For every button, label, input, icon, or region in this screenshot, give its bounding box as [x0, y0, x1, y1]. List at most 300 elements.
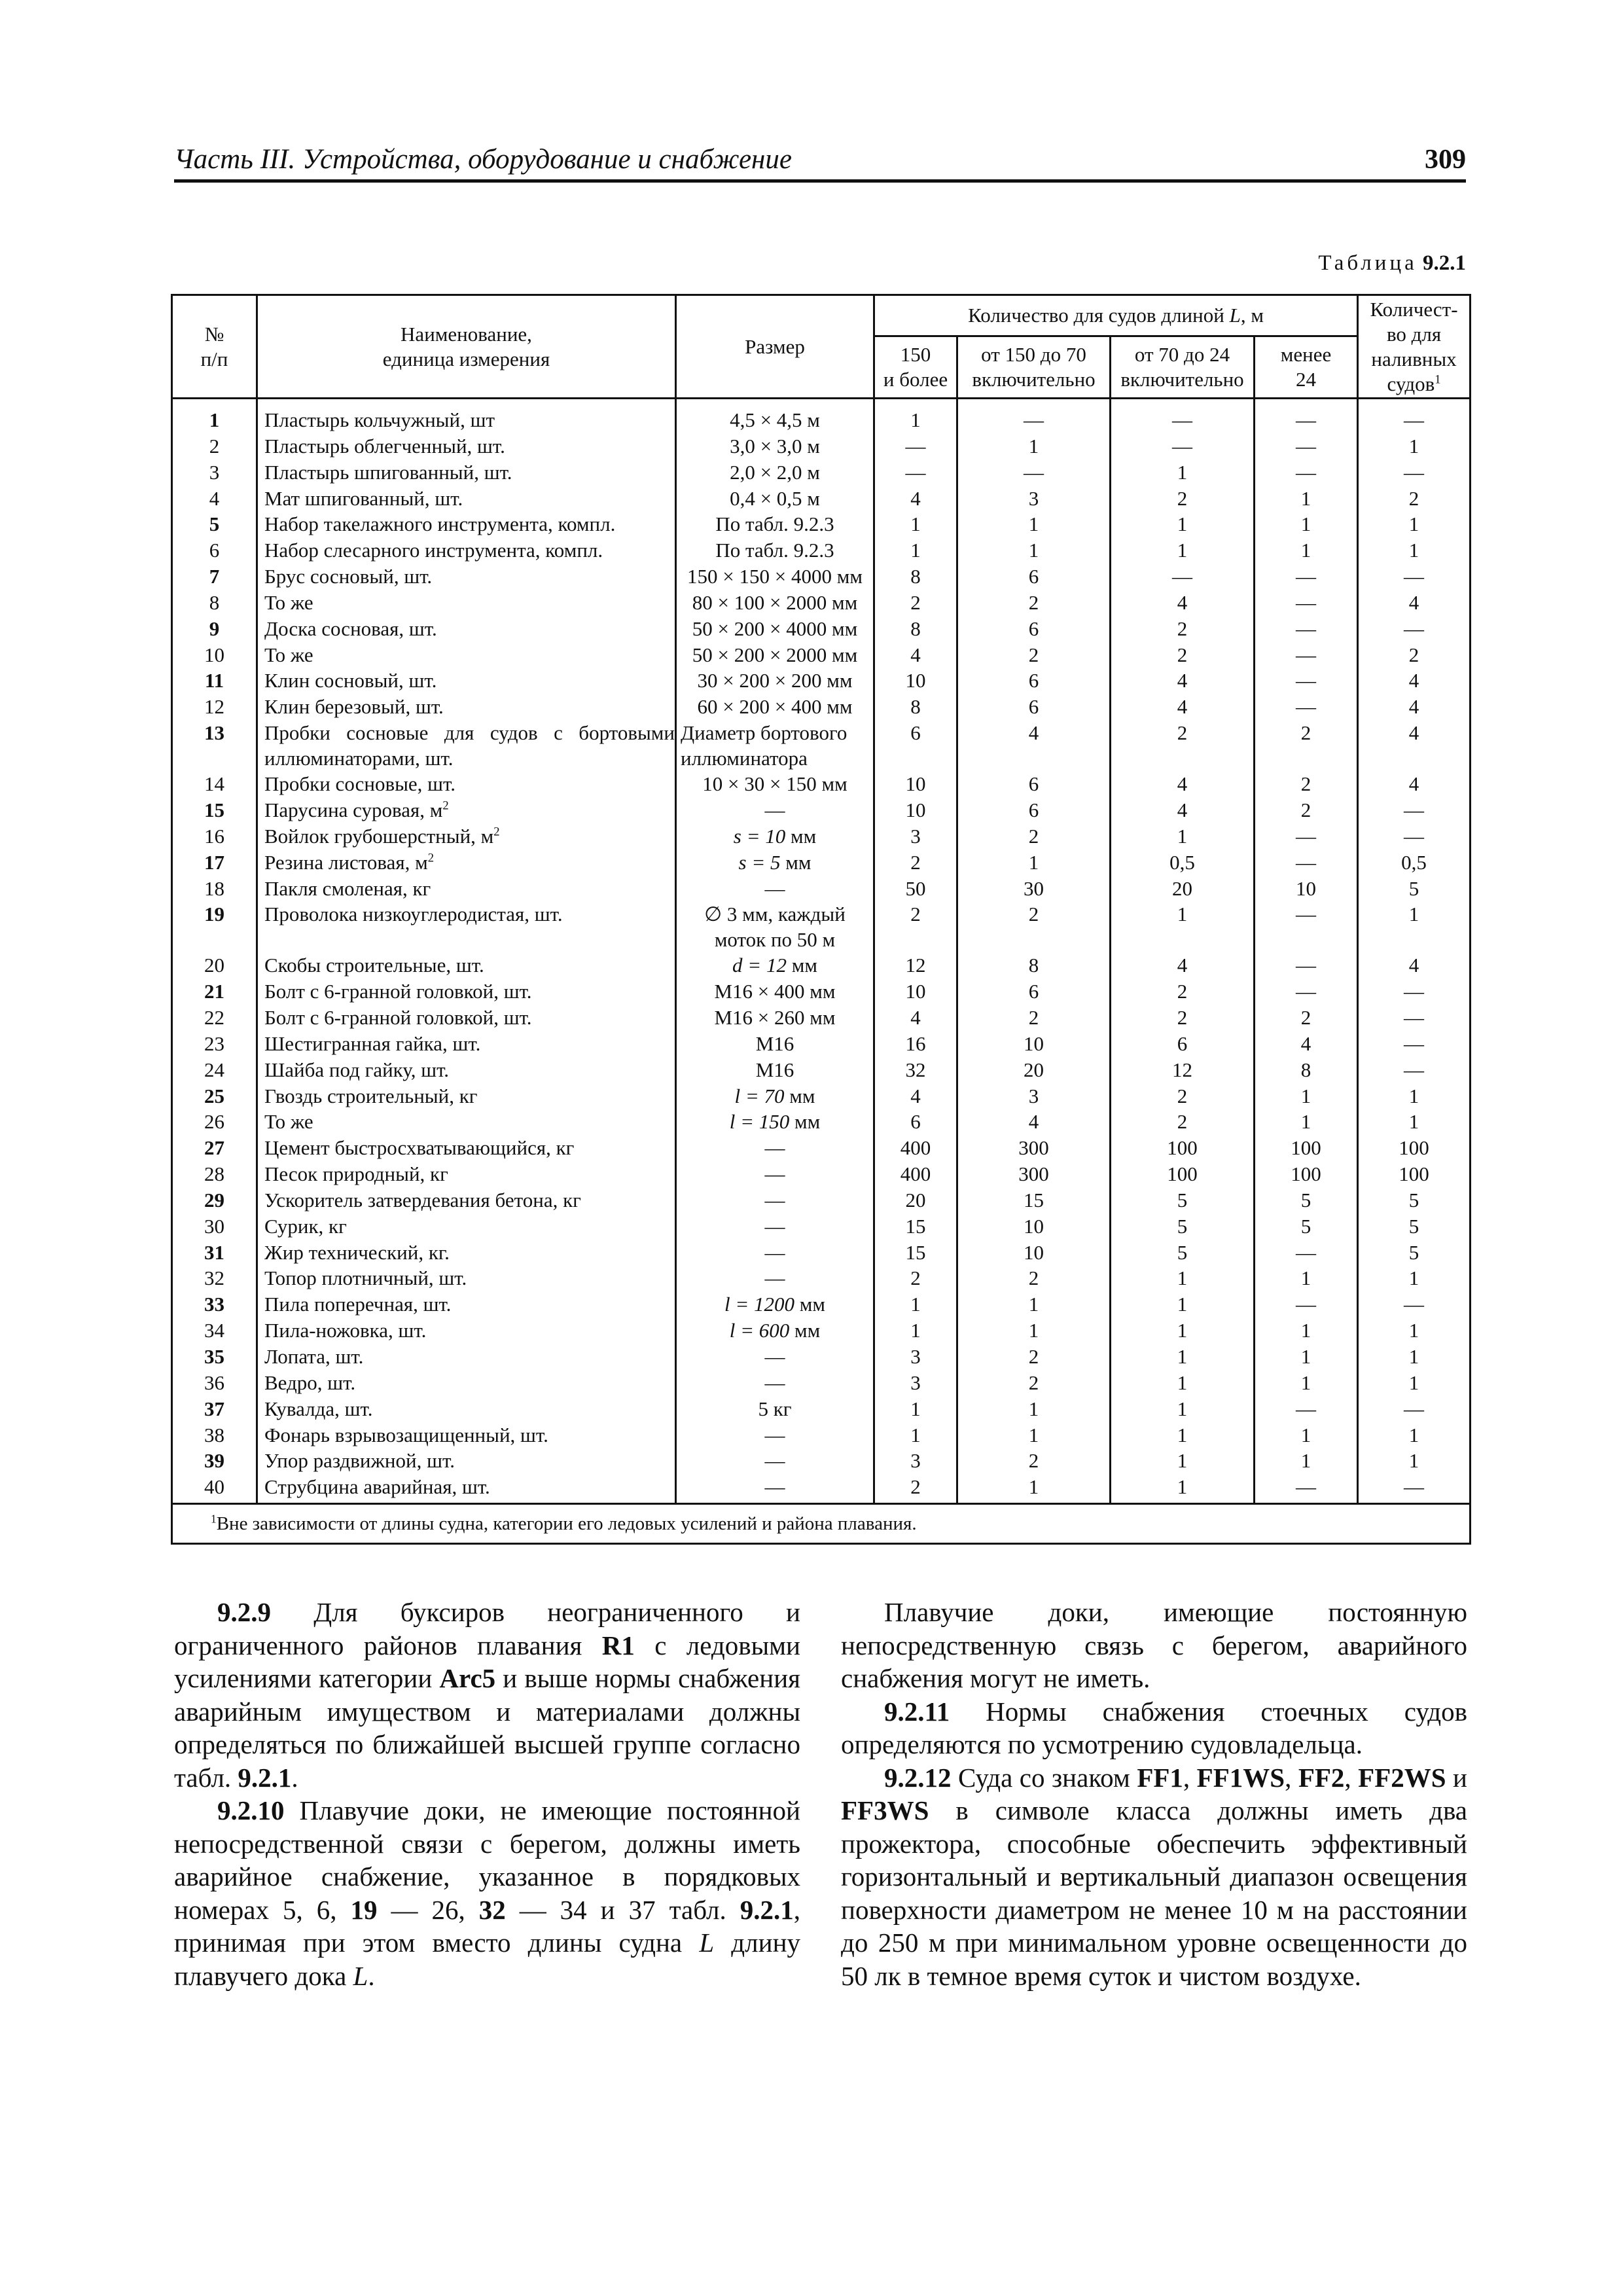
table-row — [172, 1422, 1471, 1448]
cell-qty-4: — — [1255, 978, 1358, 1005]
cell-name-text: Набор слесарного инструмента, компл. — [264, 539, 603, 562]
cell-no: 16 — [172, 823, 257, 850]
cell-qty-1: — — [874, 433, 957, 459]
cell-qty-4: — — [1255, 616, 1358, 642]
cell-qty-1: 10 — [874, 668, 957, 694]
cell-qty-4: 1 — [1255, 1318, 1358, 1344]
cell-qty-2: 6 — [957, 978, 1111, 1005]
cell-name — [257, 1057, 676, 1083]
cell-name-text: Доска сосновая, шт. — [264, 617, 437, 640]
cell-size-value: s = 5 — [738, 850, 781, 874]
cell-qty-1: 1 — [874, 537, 957, 564]
cell-qty-1: 400 — [874, 1161, 957, 1187]
cell-name-text: Проволока низкоуглеродистая, шт. — [264, 903, 563, 926]
cell-qty-5: 4 — [1358, 668, 1471, 694]
cell-size-unit: мм — [789, 1110, 821, 1134]
cell-name-text: Пила-ножовка, шт. — [264, 1319, 427, 1342]
cell-size: Диаметр бортового иллюминатора — [676, 720, 874, 771]
cell-no: 39 — [172, 1448, 257, 1474]
text-run: Нормы снабжения стоечных судов определяются по усмотрению судовладельца. — [841, 1696, 1467, 1759]
cell-no: 15 — [172, 797, 257, 823]
cell-qty-2: 2 — [957, 642, 1111, 668]
cell-qty-2: 2 — [957, 901, 1111, 952]
cell-qty-5: 2 — [1358, 486, 1471, 512]
cell-no: 6 — [172, 537, 257, 564]
cell-qty-2: 2 — [957, 823, 1111, 850]
cell-qty-3: 1 — [1111, 1422, 1255, 1448]
cell-size — [676, 1109, 874, 1135]
cell-name — [257, 797, 676, 823]
cell-size: 3,0 × 3,0 м — [676, 433, 874, 459]
cell-size — [676, 850, 874, 876]
cell-name-text: Клин сосновый, шт. — [264, 669, 437, 692]
table-row — [172, 537, 1471, 564]
cell-qty-3: 100 — [1111, 1161, 1255, 1187]
col-header-size: Размер — [676, 295, 874, 399]
cell-qty-3: 1 — [1111, 1370, 1255, 1396]
table-row — [172, 590, 1471, 616]
cell-qty-3: 1 — [1111, 1474, 1255, 1503]
table-caption-word: Таблица — [1318, 251, 1418, 275]
table-row — [172, 1448, 1471, 1474]
cell-qty-2: 2 — [957, 1344, 1111, 1370]
clause-number: 9.2.10 — [217, 1795, 285, 1825]
cell-name — [257, 1422, 676, 1448]
cell-name-text: Пластырь облегченный, шт. — [264, 434, 505, 457]
cell-qty-5: — — [1358, 978, 1471, 1005]
text-run: — 34 и 37 табл. — [505, 1894, 740, 1925]
cell-qty-1: 1 — [874, 1396, 957, 1422]
cell-size-unit: мм — [786, 954, 817, 977]
cell-size: 150 × 150 × 4000 мм — [676, 564, 874, 590]
cell-no: 13 — [172, 720, 257, 771]
cell-qty-4: 4 — [1255, 1031, 1358, 1057]
cell-qty-3: 1 — [1111, 823, 1255, 850]
cell-qty-1: 1 — [874, 511, 957, 537]
cell-no: 14 — [172, 771, 257, 797]
cell-qty-1: 20 — [874, 1187, 957, 1213]
cell-no: 26 — [172, 1109, 257, 1135]
cell-no: 1 — [172, 399, 257, 433]
cell-name-text: Набор такелажного инструмента, компл. — [264, 512, 616, 536]
cell-name — [257, 1318, 676, 1344]
cell-qty-1: — — [874, 459, 957, 486]
cell-qty-5: 1 — [1358, 1344, 1471, 1370]
cell-size-unit: мм — [789, 1319, 821, 1342]
cell-qty-4: 1 — [1255, 1265, 1358, 1291]
cell-qty-2: 3 — [957, 1083, 1111, 1109]
text-run: Плавучие доки, не имеющие постоянной непосредственной связи с берегом, должны иметь аварийное снабжение, указанное в порядковых номерах 5, 6, — [174, 1795, 800, 1925]
cell-qty-5: 4 — [1358, 720, 1471, 771]
cell-qty-3: 2 — [1111, 1005, 1255, 1031]
cell-name — [257, 1031, 676, 1057]
cell-size: — — [676, 1135, 874, 1161]
cell-size: По табл. 9.2.3 — [676, 537, 874, 564]
cell-size: M16 × 260 мм — [676, 1005, 874, 1031]
cell-no: 27 — [172, 1135, 257, 1161]
cell-qty-3: 1 — [1111, 1344, 1255, 1370]
cell-size: — — [676, 1344, 874, 1370]
cell-no: 10 — [172, 642, 257, 668]
cell-qty-2: 1 — [957, 433, 1111, 459]
cell-qty-4: 1 — [1255, 1109, 1358, 1135]
cell-qty-2: 10 — [957, 1213, 1111, 1240]
cell-qty-3: 1 — [1111, 511, 1255, 537]
cell-name-text: Лопата, шт. — [264, 1345, 364, 1368]
table-row — [172, 1318, 1471, 1344]
cell-qty-2: 4 — [957, 1109, 1111, 1135]
cell-qty-4: — — [1255, 952, 1358, 978]
cell-no: 23 — [172, 1031, 257, 1057]
cell-qty-1: 4 — [874, 486, 957, 512]
cell-qty-3: 1 — [1111, 1291, 1255, 1318]
table-row — [172, 1005, 1471, 1031]
cell-name-text: Болт с 6-гранной головкой, шт. — [264, 980, 532, 1003]
cell-qty-4: — — [1255, 1396, 1358, 1422]
cell-qty-1: 4 — [874, 1083, 957, 1109]
table-row — [172, 1344, 1471, 1370]
cell-size: — — [676, 876, 874, 902]
table-row — [172, 1370, 1471, 1396]
cell-qty-2: 300 — [957, 1161, 1111, 1187]
cell-qty-1: 8 — [874, 564, 957, 590]
cell-size-unit: мм — [794, 1293, 826, 1316]
text-run: , — [1183, 1762, 1197, 1793]
cell-qty-1: 2 — [874, 901, 957, 952]
cell-qty-4: — — [1255, 1291, 1358, 1318]
cell-no: 35 — [172, 1344, 257, 1370]
cell-size — [676, 952, 874, 978]
cell-qty-2: 300 — [957, 1135, 1111, 1161]
cell-qty-2: 2 — [957, 590, 1111, 616]
cell-qty-2: 1 — [957, 511, 1111, 537]
table-row — [172, 850, 1471, 876]
cell-qty-3: 1 — [1111, 537, 1255, 564]
col-header-tankers-label: Количест- во для наливных судов — [1370, 297, 1458, 395]
cell-qty-4: 1 — [1255, 1422, 1358, 1448]
text-run: , — [1344, 1762, 1359, 1793]
cell-qty-4: 1 — [1255, 537, 1358, 564]
cell-qty-3: 5 — [1111, 1187, 1255, 1213]
col-header-no: № п/п — [172, 295, 257, 399]
table-row — [172, 399, 1471, 433]
clause-number: 9.2.12 — [884, 1762, 952, 1793]
cell-name — [257, 771, 676, 797]
cell-qty-3: 20 — [1111, 876, 1255, 902]
paragraph-9-2-9 — [174, 1596, 800, 1794]
cell-size: 0,4 × 0,5 м — [676, 486, 874, 512]
cell-qty-1: 32 — [874, 1057, 957, 1083]
col-header-under-24: менее 24 — [1255, 336, 1358, 399]
cell-qty-5: — — [1358, 1031, 1471, 1057]
text-run: и выше нормы снабжения аварийным имуществом и материалами должны определяться по ближайшей высшей группе согласно табл. — [174, 1663, 800, 1793]
cell-name-text: Пластырь шпигованный, шт. — [264, 460, 512, 484]
cell-qty-2: 1 — [957, 1396, 1111, 1422]
cell-name — [257, 433, 676, 459]
cell-qty-4: — — [1255, 459, 1358, 486]
cell-no: 36 — [172, 1370, 257, 1396]
cell-size: — — [676, 797, 874, 823]
cell-qty-4: — — [1255, 1240, 1358, 1266]
cell-qty-5: — — [1358, 399, 1471, 433]
cell-name — [257, 901, 676, 952]
table-row — [172, 1187, 1471, 1213]
paragraph-floating-docks: Плавучие доки, имеющие постоянную непосредственную связь с берегом, аварийного снабжения могут не иметь. — [841, 1597, 1467, 1693]
cell-size-value: l = 70 — [734, 1084, 785, 1107]
cell-name-text: Ведро, шт. — [264, 1371, 356, 1394]
cell-qty-5: — — [1358, 1474, 1471, 1503]
table-row — [172, 876, 1471, 902]
cell-size: 10 × 30 × 150 мм — [676, 771, 874, 797]
cell-no: 40 — [172, 1474, 257, 1503]
cell-size-value: l = 150 — [729, 1110, 790, 1134]
cell-name-text: Гвоздь строительный, кг — [264, 1084, 478, 1107]
table-row — [172, 694, 1471, 720]
cell-name — [257, 978, 676, 1005]
cell-qty-1: 2 — [874, 1474, 957, 1503]
paragraph-9-2-11 — [841, 1695, 1467, 1761]
cell-qty-2: 6 — [957, 616, 1111, 642]
cell-qty-3: 2 — [1111, 1083, 1255, 1109]
cell-qty-1: 3 — [874, 1344, 957, 1370]
cell-qty-3: 2 — [1111, 720, 1255, 771]
cell-qty-3: 1 — [1111, 1318, 1255, 1344]
cell-no: 19 — [172, 901, 257, 952]
cell-name-text: Цемент быстросхватывающийся, кг — [264, 1136, 575, 1160]
cell-qty-1: 4 — [874, 1005, 957, 1031]
cell-name-text: Фонарь взрывозащищенный, шт. — [264, 1423, 548, 1446]
cell-qty-2: 1 — [957, 537, 1111, 564]
cell-name-text: Войлок грубошерстный, м — [264, 824, 494, 848]
cell-qty-4: 1 — [1255, 1344, 1358, 1370]
cell-qty-4: — — [1255, 564, 1358, 590]
cell-name — [257, 1187, 676, 1213]
clause-number: 9.2.11 — [884, 1696, 950, 1727]
cell-qty-5: 1 — [1358, 1109, 1471, 1135]
cell-name — [257, 1344, 676, 1370]
cell-name-text: Резина листовая, м — [264, 850, 428, 874]
cell-qty-2: 2 — [957, 1265, 1111, 1291]
cell-no: 3 — [172, 459, 257, 486]
table-row — [172, 642, 1471, 668]
table-row — [172, 511, 1471, 537]
cell-qty-2: 10 — [957, 1240, 1111, 1266]
table-row — [172, 1240, 1471, 1266]
cell-name — [257, 1291, 676, 1318]
cell-no: 24 — [172, 1057, 257, 1083]
cell-qty-3: 4 — [1111, 668, 1255, 694]
cell-qty-1: 3 — [874, 823, 957, 850]
cell-name — [257, 720, 676, 771]
cell-qty-2: 3 — [957, 486, 1111, 512]
table-row — [172, 952, 1471, 978]
cell-name-text: Скобы строительные, шт. — [264, 954, 484, 977]
left-text-column — [174, 1596, 800, 1992]
table-row — [172, 433, 1471, 459]
cell-no: 5 — [172, 511, 257, 537]
cell-qty-5: 1 — [1358, 901, 1471, 952]
cell-name-text: Упор раздвижной, шт. — [264, 1449, 455, 1473]
col-header-group-length: Количество для судов длиной L, м — [874, 295, 1358, 336]
cell-qty-4: — — [1255, 850, 1358, 876]
cell-qty-1: 16 — [874, 1031, 957, 1057]
cell-qty-1: 8 — [874, 694, 957, 720]
cell-qty-1: 2 — [874, 590, 957, 616]
cell-name — [257, 823, 676, 850]
cell-qty-3: 2 — [1111, 616, 1255, 642]
text-bold: 9.2.1 — [740, 1894, 794, 1925]
cell-size — [676, 1291, 874, 1318]
cell-no: 30 — [172, 1213, 257, 1240]
cell-qty-3: 1 — [1111, 1396, 1255, 1422]
cell-qty-5: 100 — [1358, 1135, 1471, 1161]
cell-size: По табл. 9.2.3 — [676, 511, 874, 537]
cell-qty-5: 1 — [1358, 1318, 1471, 1344]
table-row — [172, 1265, 1471, 1291]
cell-qty-3: 2 — [1111, 1109, 1255, 1135]
text-run: в символе класса должны иметь два прожектора, способные обеспечить эффективный горизонтальный и вертикальный диапазон освещения поверхности диаметром не менее 10 м на расстоянии до 250 м при минимальном уровне освещенности до 50 лк в темное время суток и чистом воздухе. — [841, 1795, 1467, 1991]
cell-qty-4: — — [1255, 590, 1358, 616]
cell-qty-5: 5 — [1358, 1187, 1471, 1213]
cell-no: 12 — [172, 694, 257, 720]
cell-qty-3: 0,5 — [1111, 850, 1255, 876]
cell-qty-5: 2 — [1358, 642, 1471, 668]
cell-qty-3: — — [1111, 564, 1255, 590]
cell-qty-4: — — [1255, 823, 1358, 850]
table-row — [172, 720, 1471, 771]
table-row — [172, 1291, 1471, 1318]
cell-qty-1: 1 — [874, 1422, 957, 1448]
cell-qty-4: 8 — [1255, 1057, 1358, 1083]
cell-qty-2: 6 — [957, 771, 1111, 797]
cell-qty-5: — — [1358, 564, 1471, 590]
cell-size-value: d = 12 — [732, 954, 787, 977]
cell-name-sup: 2 — [427, 851, 435, 865]
cell-name — [257, 1448, 676, 1474]
cell-name-text: Песок природный, кг — [264, 1162, 448, 1186]
cell-size: 50 × 200 × 2000 мм — [676, 642, 874, 668]
cell-size-value: l = 600 — [729, 1319, 790, 1342]
cell-no: 4 — [172, 486, 257, 512]
cell-qty-4: 10 — [1255, 876, 1358, 902]
cell-name-text: Шайба под гайку, шт. — [264, 1058, 450, 1081]
col-header-70-24: от 70 до 24 включительно — [1111, 336, 1255, 399]
cell-name-text: Струбцина аварийная, шт. — [264, 1475, 490, 1499]
paragraph-9-2-10 — [174, 1794, 800, 1992]
table-row — [172, 668, 1471, 694]
text-bold: FF3WS — [841, 1795, 929, 1825]
table-row — [172, 1031, 1471, 1057]
cell-size: M16 — [676, 1057, 874, 1083]
cell-name-text: Пила поперечная, шт. — [264, 1293, 452, 1316]
cell-no: 2 — [172, 433, 257, 459]
cell-qty-1: 15 — [874, 1213, 957, 1240]
table-row — [172, 1474, 1471, 1503]
cell-qty-1: 6 — [874, 1109, 957, 1135]
table-row — [172, 1057, 1471, 1083]
cell-qty-2: 15 — [957, 1187, 1111, 1213]
table-row — [172, 486, 1471, 512]
running-header — [174, 143, 1466, 183]
cell-qty-2: 2 — [957, 1005, 1111, 1031]
cell-name — [257, 1135, 676, 1161]
cell-qty-1: 12 — [874, 952, 957, 978]
cell-size: — — [676, 1161, 874, 1187]
cell-name — [257, 1083, 676, 1109]
cell-name-text: Брус сосновый, шт. — [264, 565, 433, 588]
cell-name — [257, 1161, 676, 1187]
cell-qty-2: 1 — [957, 850, 1111, 876]
cell-qty-4: 5 — [1255, 1187, 1358, 1213]
cell-qty-2: — — [957, 459, 1111, 486]
cell-name — [257, 1370, 676, 1396]
cell-qty-1: 10 — [874, 771, 957, 797]
cell-qty-5: 5 — [1358, 1213, 1471, 1240]
cell-name — [257, 537, 676, 564]
cell-size — [676, 1083, 874, 1109]
cell-no: 31 — [172, 1240, 257, 1266]
cell-qty-4: — — [1255, 642, 1358, 668]
cell-name — [257, 1396, 676, 1422]
cell-qty-2: — — [957, 399, 1111, 433]
cell-name — [257, 694, 676, 720]
cell-name-text: Сурик, кг — [264, 1214, 347, 1238]
footnote-mark: 1 — [211, 1511, 217, 1525]
cell-qty-3: — — [1111, 433, 1255, 459]
cell-no: 18 — [172, 876, 257, 902]
cell-name — [257, 876, 676, 902]
cell-qty-1: 1 — [874, 1318, 957, 1344]
table-row — [172, 616, 1471, 642]
text-bold: FF1 — [1137, 1762, 1183, 1793]
cell-qty-5: 5 — [1358, 1240, 1471, 1266]
cell-qty-3: 2 — [1111, 642, 1255, 668]
table-row — [172, 823, 1471, 850]
cell-qty-4: 100 — [1255, 1161, 1358, 1187]
cell-qty-4: — — [1255, 694, 1358, 720]
cell-qty-5: — — [1358, 823, 1471, 850]
cell-size: — — [676, 1240, 874, 1266]
cell-name — [257, 590, 676, 616]
cell-name-text: Парусина суровая, м — [264, 798, 443, 821]
cell-qty-4: 1 — [1255, 511, 1358, 537]
text-run: , — [1285, 1762, 1298, 1793]
cell-qty-3: 100 — [1111, 1135, 1255, 1161]
cell-qty-1: 1 — [874, 399, 957, 433]
cell-name — [257, 850, 676, 876]
col-header-150-plus: 150 и более — [874, 336, 957, 399]
cell-qty-5: 1 — [1358, 1265, 1471, 1291]
cell-no: 38 — [172, 1422, 257, 1448]
cell-qty-2: 30 — [957, 876, 1111, 902]
cell-qty-5: — — [1358, 1057, 1471, 1083]
cell-qty-2: 4 — [957, 720, 1111, 771]
cell-qty-5: 100 — [1358, 1161, 1471, 1187]
text-bold: FF2WS — [1358, 1762, 1446, 1793]
cell-name — [257, 668, 676, 694]
cell-qty-4: — — [1255, 1474, 1358, 1503]
cell-qty-4: — — [1255, 901, 1358, 952]
cell-no: 22 — [172, 1005, 257, 1031]
cell-qty-5: — — [1358, 459, 1471, 486]
col-header-tankers-note: 1 — [1435, 372, 1441, 387]
cell-size: 50 × 200 × 4000 мм — [676, 616, 874, 642]
cell-name — [257, 1240, 676, 1266]
cell-qty-1: 6 — [874, 720, 957, 771]
cell-qty-5: 4 — [1358, 590, 1471, 616]
cell-qty-2: 1 — [957, 1474, 1111, 1503]
table-caption-number: 9.2.1 — [1423, 251, 1466, 275]
